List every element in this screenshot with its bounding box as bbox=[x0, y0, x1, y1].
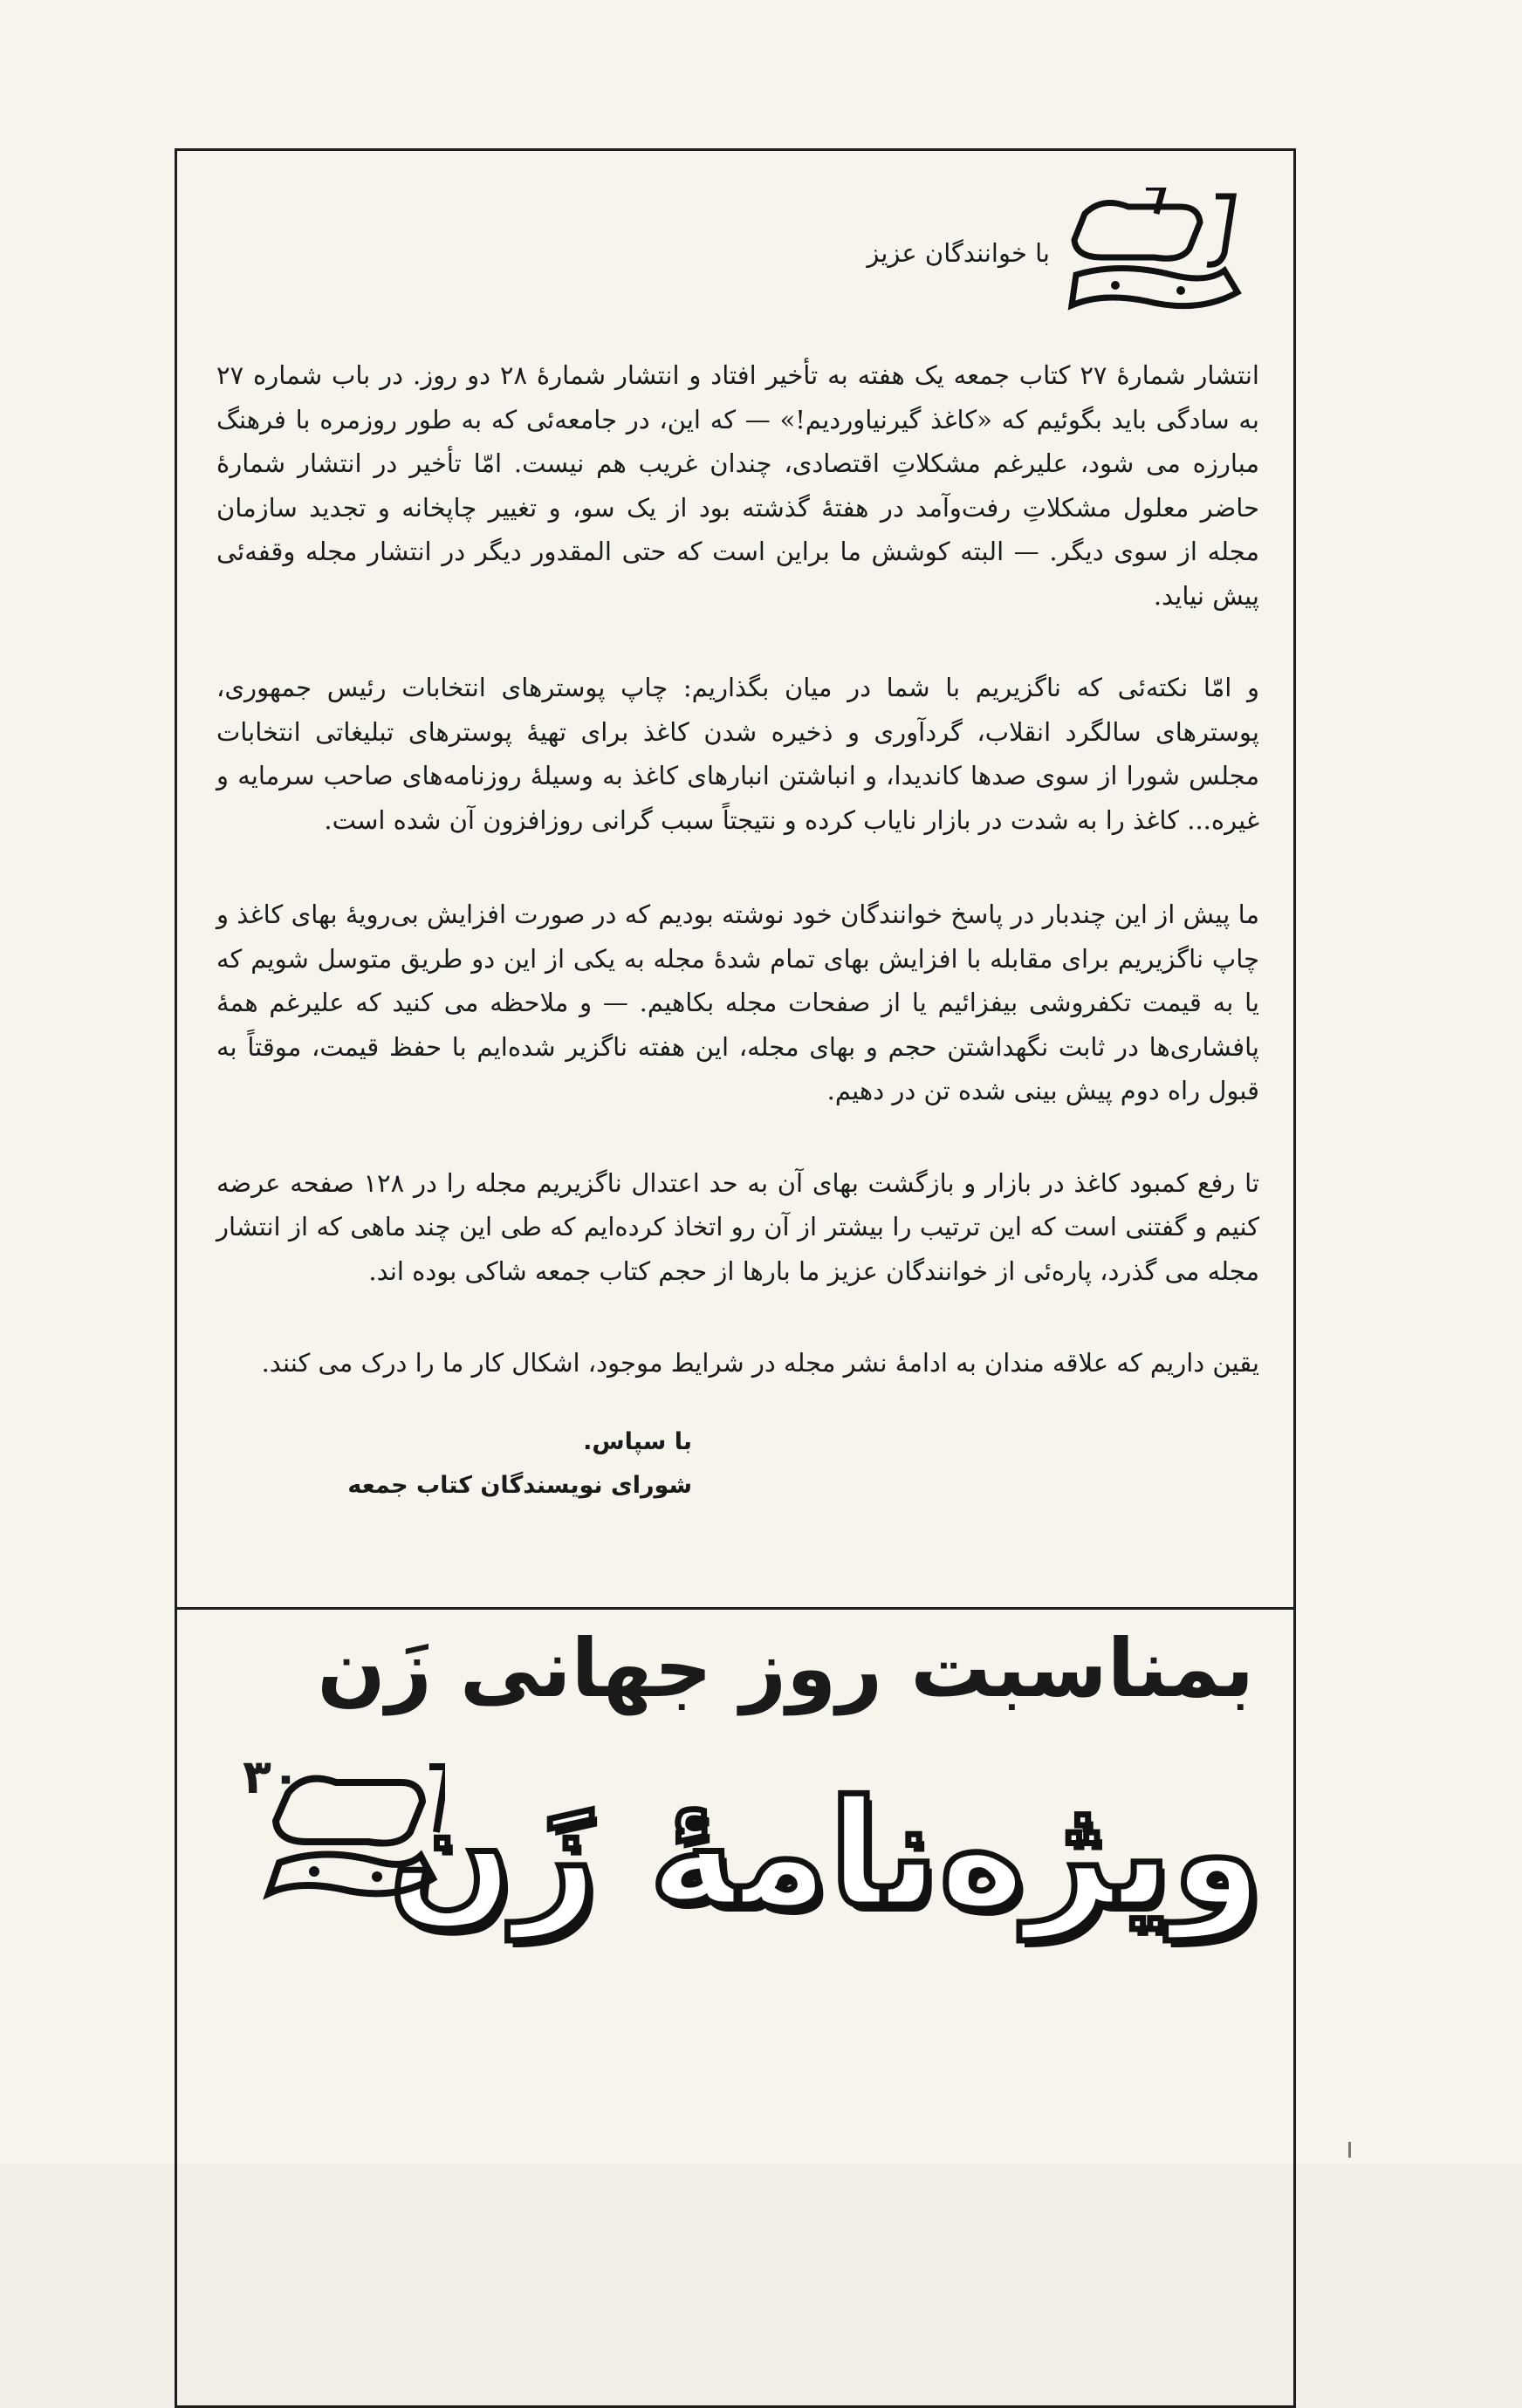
special-issue-banner bbox=[175, 1610, 1296, 2399]
letter-paragraph-4: تا رفع کمبود کاغذ در بازار و بازگشت بهای آن به حد اعتدال ناگزیریم مجله را در ۱۲۸ صفحه عرضه کنیم و گفتنی است که این ترتیب را بیشتر از آن رو اتخاذ کرده‌ایم که طی این چند ماهی که از انتشار مجله می گذرد، پاره‌ئی از خوانندگان عزیز ما بارها از حجم کتاب جمعه شاکی بوده اند. bbox=[216, 1167, 1259, 1286]
letter-paragraph-5: یقین داریم که علاقه مندان به ادامهٔ نشر مجله در شرایط موجود، اشکال کار ما را درک می کنند. bbox=[261, 1348, 1259, 1378]
ketab-jomeh-logo-graphic bbox=[1050, 188, 1259, 318]
banner-title: ویژه‌نامهٔ زَن bbox=[388, 1768, 1263, 1939]
letter-closing: با سپاس. bbox=[583, 1427, 692, 1455]
letter-signoff bbox=[216, 1420, 1259, 1508]
letter-greeting: با خوانندگان عزیز bbox=[867, 237, 1050, 268]
editorial-letter bbox=[216, 179, 1259, 1508]
letter-header bbox=[216, 179, 1259, 327]
letter-paragraph-2: و امّا نکته‌ئی که ناگزیریم با شما در میان بگذاریم: چاپ پوسترهای انتخابات رئیس جمهوری، پوسترهای سالگرد انقلاب، گردآوری و ذخیره شدن کاغذ برای تهیهٔ پوسترهای تبلیغاتی انتخابات مجلس شورا از سوی صدها کاندیدا، و انباشتن انبارهای کاغذ به وسیلهٔ روزنامه‌های صاحب سرمایه و غیره... کاغذ را به شدت در بازار نایاب کرده و نتیجتاً سبب گرانی روزافزون آن شده است. bbox=[216, 673, 1259, 835]
page-edge-mark bbox=[1348, 2142, 1351, 2158]
letter-paragraph-1: انتشار شمارهٔ ۲۷ کتاب جمعه یک هفته به تأخیر افتاد و انتشار شمارهٔ ۲۸ دو روز. در باب شماره ۲۷ به سادگی باید بگوئیم که «کاغذ گیرنیاوردیم!» — که این، در جامعه‌ئی که به طور روزمره با فرهنگ مبارزه می شود، علیرغم مشکلاتِ اقتصادی، چندان غریب هم نیست. امّا تأخیر در انتشار شمارهٔ حاضر معلول مشکلاتِ رفت‌وآمد در هفتهٔ گذشته بود از یک سو، و تغییر چاپخانه و تجدید سازمان مجله از سوی دیگر. — البته کوشش ما براین است که حتی المقدور دیگر در انتشار مجله وقفه‌ئی پیش نیاید. bbox=[216, 360, 1259, 611]
letter-signature: شورای نویسندگان کتاب جمعه bbox=[347, 1471, 692, 1499]
letter-paragraph-3: ما پیش از این چندبار در پاسخ خوانندگان خود نوشته بودیم که در صورت افزایش بی‌رویهٔ بهای کاغذ و چاپ ناگزیریم برای مقابله با افزایش بهای تمام شدهٔ مجله به یکی از این دو طریق متوسل شویم که یا به قیمت تکفروشی بیفزائیم یا از صفحات مجله بکاهیم. — و ملاحظه می کنید که علیرغم همهٔ پافشاری‌ها در ثابت نگهداشتن حجم و بهای مجله، این هفته ناگزیر شده‌ایم با حفظ قیمت، موقتاً به قبول راه دوم پیش بینی شده تن در دهیم. bbox=[216, 900, 1259, 1105]
banner-occasion: بمناسبت روز جهانی زَن bbox=[317, 1622, 1254, 1715]
ketab-jomeh-logo bbox=[1050, 188, 1259, 318]
issue-number: ۳۰ bbox=[243, 1749, 300, 1804]
